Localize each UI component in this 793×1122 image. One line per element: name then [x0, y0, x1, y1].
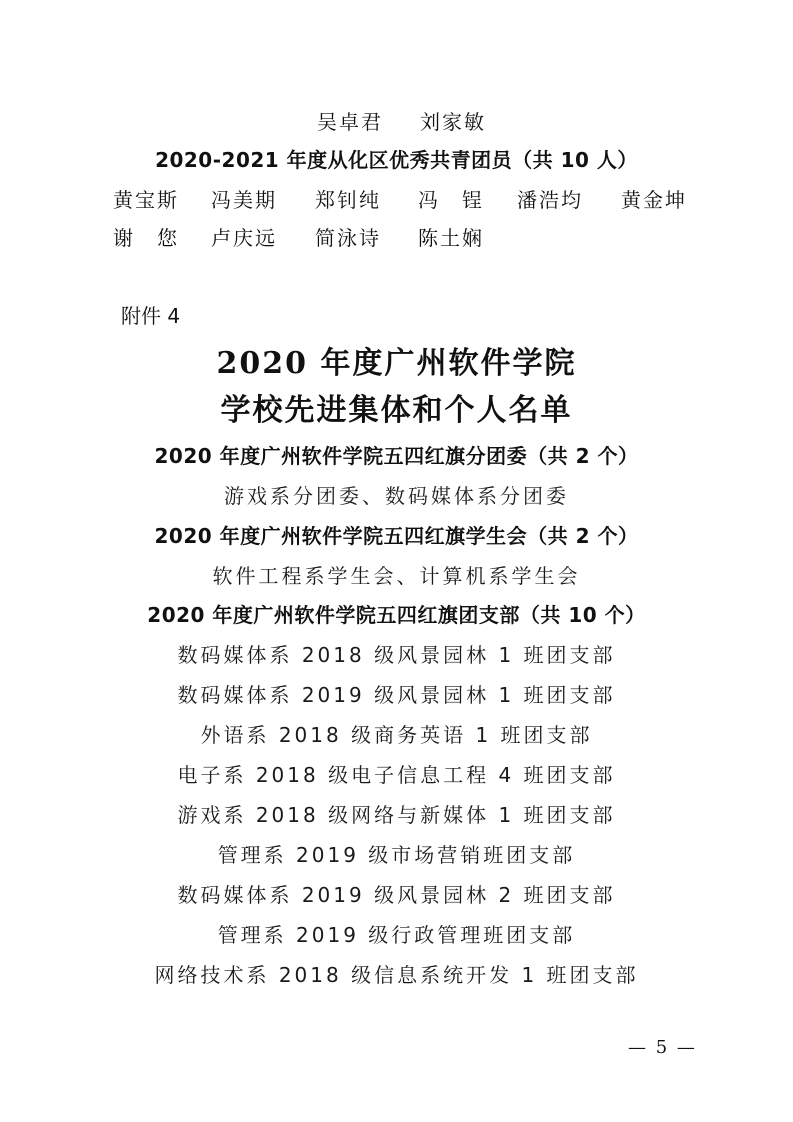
list-item: 游戏系分团委、数码媒体系分团委: [224, 484, 569, 508]
name: 郑钊纯: [315, 188, 381, 212]
section-heading-student-union: 2020 年度广州软件学院五四红旗学生会（共 2 个）: [154, 524, 639, 548]
section-heading-branch-committee: 2020 年度广州软件学院五四红旗分团委（共 2 个）: [154, 444, 639, 468]
list-item: 管理系 2019 级市场营销班团支部: [217, 843, 576, 867]
name: 冯 锃: [418, 188, 484, 212]
name: 黄宝斯: [113, 188, 179, 212]
list-item: 数码媒体系 2019 级风景园林 2 班团支部: [177, 883, 616, 907]
list-item: 电子系 2018 级电子信息工程 4 班团支部: [177, 763, 616, 787]
list-item: 游戏系 2018 级网络与新媒体 1 班团支部: [177, 803, 616, 827]
list-item: 软件工程系学生会、计算机系学生会: [212, 564, 581, 588]
list-item: 网络技术系 2018 级信息系统开发 1 班团支部: [154, 963, 639, 987]
section-heading-league-branch: 2020 年度广州软件学院五四红旗团支部（共 10 个）: [147, 603, 646, 627]
list-item: 数码媒体系 2019 级风景园林 1 班团支部: [177, 683, 616, 707]
name: 陈土娴: [418, 226, 484, 250]
page-title-line-1: 2020 年度广州软件学院: [216, 346, 577, 381]
list-item: 数码媒体系 2018 级风景园林 1 班团支部: [177, 643, 616, 667]
name: 潘浩均: [517, 188, 583, 212]
list-item: 外语系 2018 级商务英语 1 班团支部: [200, 723, 593, 747]
name: 冯美期: [211, 188, 277, 212]
page-title-line-2: 学校先进集体和个人名单: [220, 393, 573, 428]
name: 刘家敏: [420, 110, 486, 134]
name: 卢庆远: [211, 226, 277, 250]
list-item: 管理系 2019 级行政管理班团支部: [217, 923, 576, 947]
name: 吴卓君: [317, 110, 383, 134]
name: 黄金坤: [621, 188, 687, 212]
page-number: — 5 —: [628, 1037, 697, 1058]
name: 谢 您: [113, 226, 179, 250]
name: 简泳诗: [315, 226, 381, 250]
section-heading-youth: 2020-2021 年度从化区优秀共青团员（共 10 人）: [155, 148, 638, 172]
attachment-label: 附件 4: [121, 304, 181, 328]
